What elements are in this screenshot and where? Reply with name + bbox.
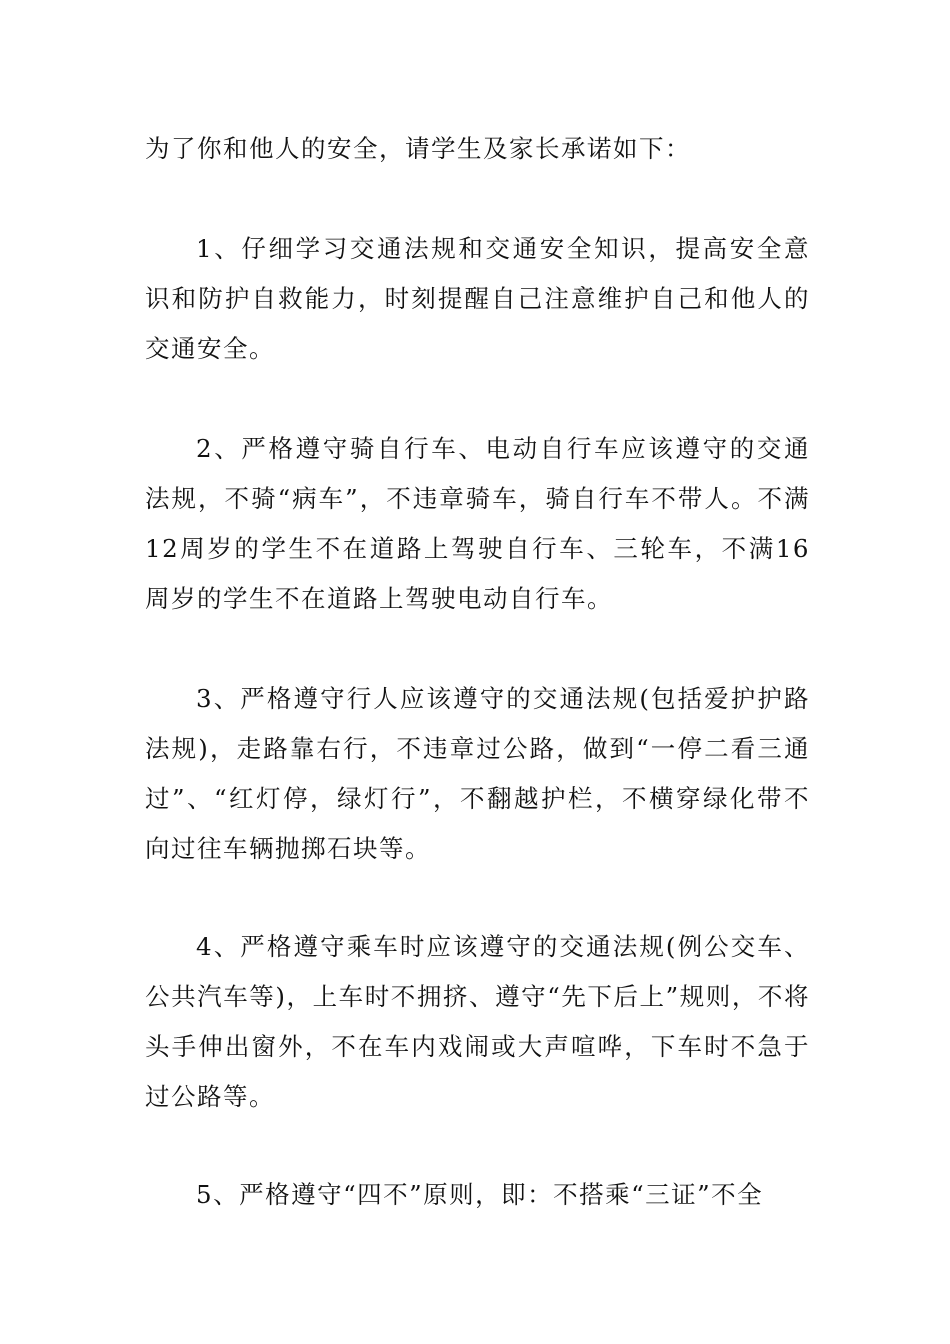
commitment-item-1: 1、仔细学习交通法规和交通安全知识，提高安全意识和防护自救能力，时刻提醒自己注意维护自己和他人的交通安全。 bbox=[145, 234, 810, 363]
commitment-item-2: 2、严格遵守骑自行车、电动自行车应该遵守的交通法规，不骑“病车”，不违章骑车，骑自行车不带人。不满12周岁的学生不在道路上驾驶自行车、三轮车，不满16周岁的学生不在道路上驾驶电动自行车。 bbox=[145, 434, 810, 613]
commitment-item-5: 5、严格遵守“四不”原则，即：不搭乘“三证”不全 bbox=[196, 1180, 764, 1209]
intro-paragraph: 为了你和他人的安全，请学生及家长承诺如下： bbox=[145, 134, 691, 163]
commitment-item-3: 3、严格遵守行人应该遵守的交通法规(包括爱护护路法规)，走路靠右行，不违章过公路，做到“一停二看三通过”、“红灯停，绿灯行”，不翻越护栏，不横穿绿化带不向过往车辆抛掷石块等。 bbox=[145, 684, 810, 863]
commitment-item-4: 4、严格遵守乘车时应该遵守的交通法规(例公交车、公共汽车等)，上车时不拥挤、遵守“先下后上”规则，不将头手伸出窗外，不在车内戏闹或大声喧哗，下车时不急于过公路等。 bbox=[145, 932, 810, 1111]
